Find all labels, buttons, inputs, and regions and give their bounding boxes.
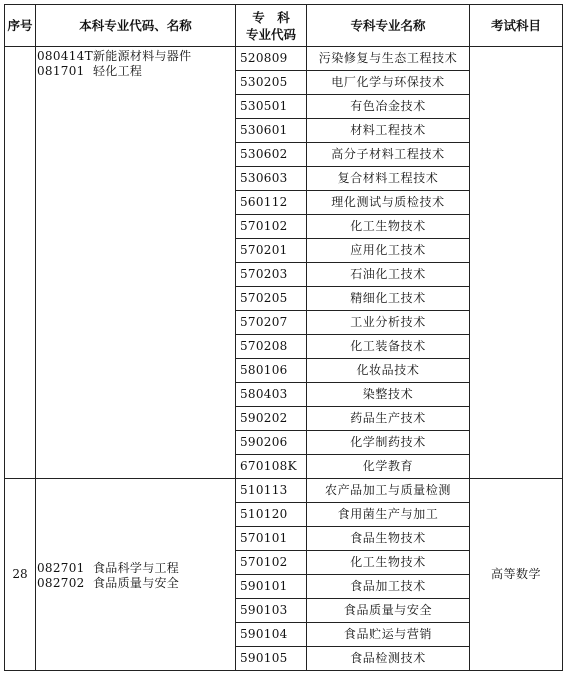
junior-major-code: 530602	[236, 143, 307, 167]
junior-major-name: 高分子材料工程技术	[307, 143, 470, 167]
header-row	[5, 5, 563, 47]
junior-major-name: 食用菌生产与加工	[307, 503, 470, 527]
junior-major-code: 590105	[236, 647, 307, 671]
junior-major-name: 工业分析技术	[307, 311, 470, 335]
junior-major-name: 化学制药技术	[307, 431, 470, 455]
junior-major-code: 570207	[236, 311, 307, 335]
junior-major-code: 570102	[236, 551, 307, 575]
junior-major-code: 670108K	[236, 455, 307, 479]
junior-major-name: 药品生产技术	[307, 407, 470, 431]
header-code	[236, 5, 307, 47]
bachelor-majors-cell	[36, 479, 236, 671]
junior-major-name: 化工生物技术	[307, 551, 470, 575]
exam-subject-cell	[470, 47, 563, 479]
group-seq-cell	[5, 47, 36, 479]
junior-major-code: 510120	[236, 503, 307, 527]
junior-major-name: 污染修复与生态工程技术	[307, 47, 470, 71]
junior-major-name: 化学教育	[307, 455, 470, 479]
junior-major-name: 化工装备技术	[307, 335, 470, 359]
bachelor-majors-cell	[36, 47, 236, 479]
bachelor-major-name: 新能源材料与器件	[93, 49, 192, 63]
junior-major-name: 食品贮运与营销	[307, 623, 470, 647]
table-row	[5, 47, 563, 71]
header-code-line2: 专业代码	[245, 26, 296, 42]
junior-major-code: 510113	[236, 479, 307, 503]
junior-major-name: 食品加工技术	[307, 575, 470, 599]
junior-major-name: 有色冶金技术	[307, 95, 470, 119]
header-exam: 考试科目	[470, 5, 563, 47]
junior-major-name: 材料工程技术	[307, 119, 470, 143]
major-mapping-table	[4, 4, 563, 671]
junior-major-code: 520809	[236, 47, 307, 71]
header-code-line1: 专 科	[252, 9, 290, 25]
bachelor-major-name: 轻化工程	[93, 64, 143, 78]
bachelor-major	[37, 561, 235, 576]
bachelor-major-code: 080414T	[37, 49, 93, 63]
header-seq: 序号	[5, 5, 36, 47]
junior-major-name: 化工生物技术	[307, 215, 470, 239]
table-body	[5, 47, 563, 671]
junior-major-name: 食品生物技术	[307, 527, 470, 551]
bachelor-major-name: 食品质量与安全	[93, 575, 180, 590]
junior-major-name: 石油化工技术	[307, 263, 470, 287]
junior-major-code: 570102	[236, 215, 307, 239]
junior-major-code: 590202	[236, 407, 307, 431]
junior-major-code: 570205	[236, 287, 307, 311]
junior-major-code: 570203	[236, 263, 307, 287]
bachelor-major	[37, 576, 235, 591]
bachelor-major-name: 食品科学与工程	[93, 560, 180, 575]
bachelor-major-code: 082701	[37, 560, 85, 575]
junior-major-code: 590101	[236, 575, 307, 599]
junior-major-code: 570208	[236, 335, 307, 359]
exam-subject-cell: 高等数学	[470, 479, 563, 671]
bachelor-major	[37, 49, 235, 64]
junior-major-code: 590206	[236, 431, 307, 455]
junior-major-code: 590104	[236, 623, 307, 647]
junior-major-name: 食品检测技术	[307, 647, 470, 671]
junior-major-name: 化妆品技术	[307, 359, 470, 383]
junior-major-code: 580106	[236, 359, 307, 383]
junior-major-code: 590103	[236, 599, 307, 623]
bachelor-major-code: 081701	[37, 64, 85, 78]
junior-major-name: 电厂化学与环保技术	[307, 71, 470, 95]
junior-major-code: 560112	[236, 191, 307, 215]
group-seq-cell: 28	[5, 479, 36, 671]
bachelor-major	[37, 64, 235, 79]
table-row	[5, 479, 563, 503]
header-bachelor: 本科专业代码、名称	[36, 5, 236, 47]
junior-major-name: 复合材料工程技术	[307, 167, 470, 191]
junior-major-name: 理化测试与质检技术	[307, 191, 470, 215]
junior-major-name: 应用化工技术	[307, 239, 470, 263]
junior-major-code: 530601	[236, 119, 307, 143]
bachelor-major-code: 082702	[37, 575, 85, 590]
junior-major-code: 580403	[236, 383, 307, 407]
header-name: 专科专业名称	[307, 5, 470, 47]
junior-major-code: 530205	[236, 71, 307, 95]
junior-major-code: 530603	[236, 167, 307, 191]
junior-major-name: 食品质量与安全	[307, 599, 470, 623]
junior-major-name: 农产品加工与质量检测	[307, 479, 470, 503]
junior-major-name: 染整技术	[307, 383, 470, 407]
junior-major-name: 精细化工技术	[307, 287, 470, 311]
junior-major-code: 530501	[236, 95, 307, 119]
junior-major-code: 570101	[236, 527, 307, 551]
junior-major-code: 570201	[236, 239, 307, 263]
